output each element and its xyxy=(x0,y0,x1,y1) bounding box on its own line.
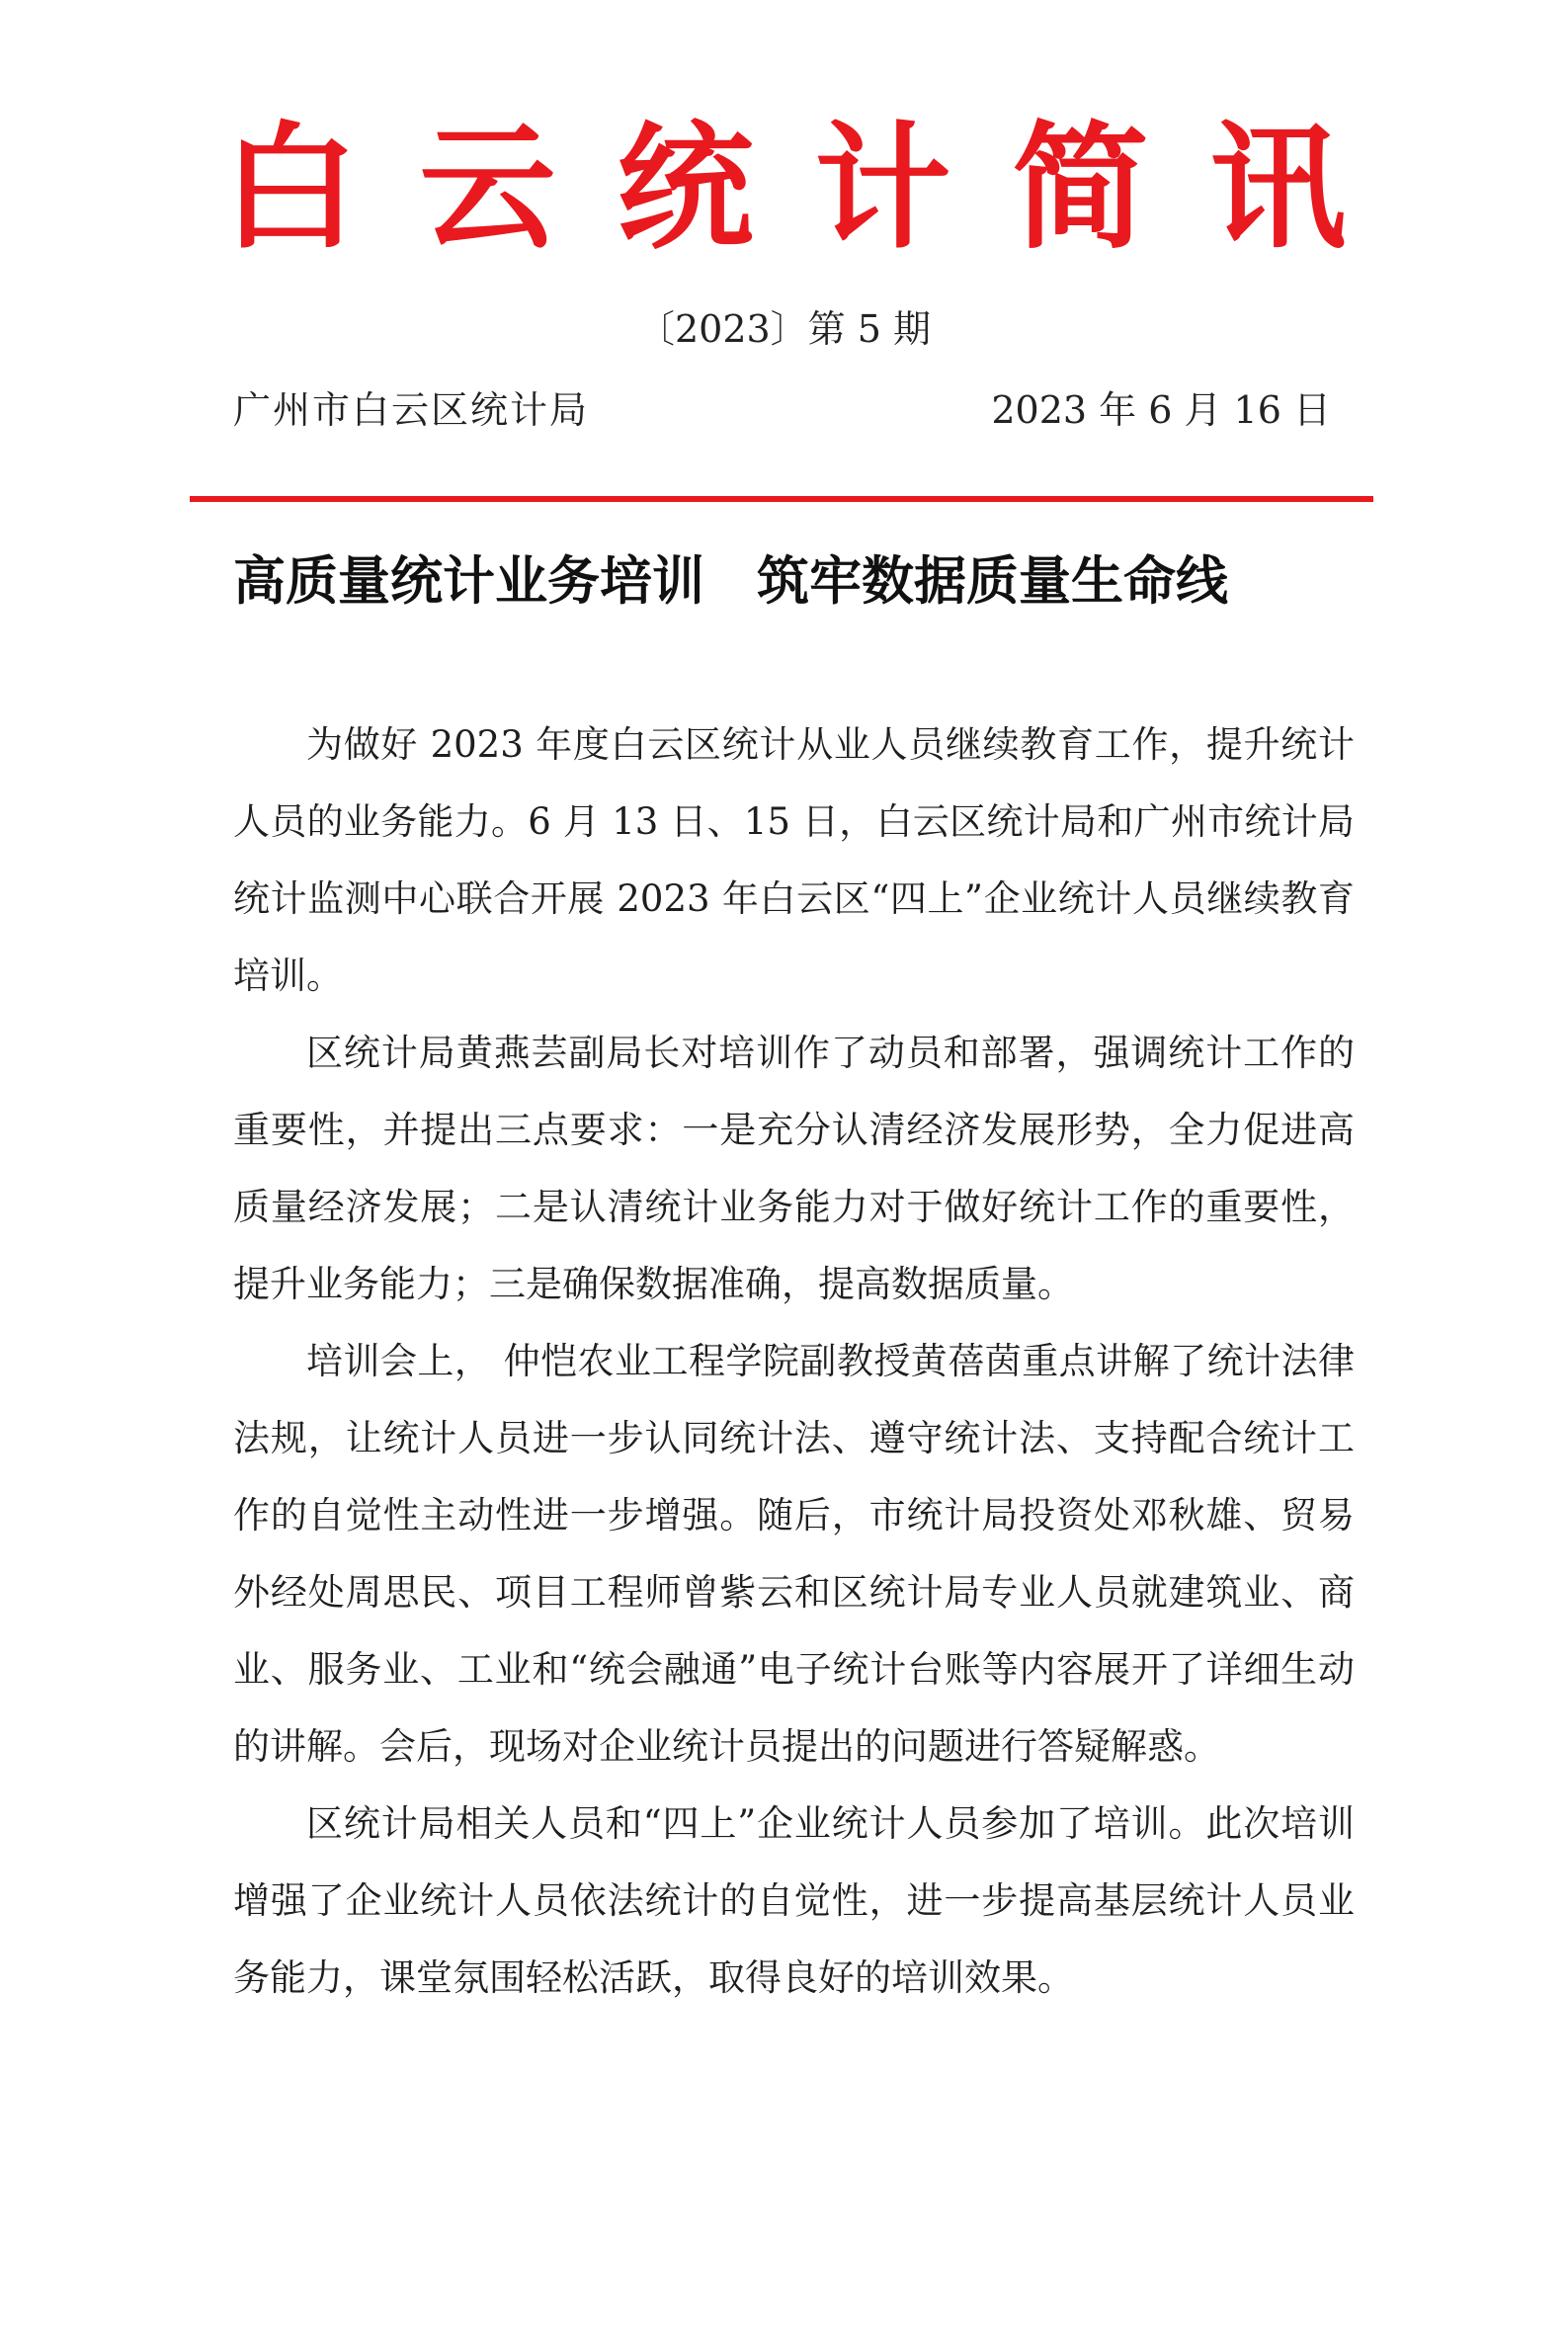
article-paragraph: 培训会上， 仲恺农业工程学院副教授黄蓓茵重点讲解了统计法律法规，让统计人员进一步认同统计法、遵守统计法、支持配合统计工作的自觉性主动性进一步增强。随后，市统计局投资处邓秋雄、贸易外经处周思民、项目工程师曾紫云和区统计局专业人员就建筑业、商业、服务业、工业和“统会融通”电子统计台账等内容展开了详细生动的讲解。会后，现场对企业统计员提出的问题进行答疑解惑。 xyxy=(233,1340,1355,1768)
red-divider xyxy=(190,496,1373,502)
article-paragraph: 区统计局相关人员和“四上”企业统计人员参加了培训。此次培训增强了企业统计人员依法统计的自觉性，进一步提高基层统计人员业务能力，课堂氛围轻松活跃，取得良好的培训效果。 xyxy=(233,1802,1355,1999)
article-body xyxy=(233,706,1355,2017)
masthead-title: 白云统计简讯 xyxy=(221,107,1408,268)
article-paragraph: 区统计局黄燕芸副局长对培训作了动员和部署，强调统计工作的重要性，并提出三点要求：一是充分认清经济发展形势，全力促进高质量经济发展；二是认清统计业务能力对于做好统计工作的重要性，提升业务能力；三是确保数据准确，提高数据质量。 xyxy=(233,1032,1355,1305)
publication-date: 2023 年 6 月 16 日 xyxy=(991,388,1331,432)
article-paragraph: 为做好 2023 年度白云区统计从业人员继续教育工作，提升统计人员的业务能力。6 月 13 日、15 日，白云区统计局和广州市统计局统计监测中心联合开展 2023 年白云区“四上”企业统计人员继续教育培训。 xyxy=(233,723,1355,997)
article-title: 高质量统计业务培训 筑牢数据质量生命线 xyxy=(233,550,1228,612)
publisher-name: 广州市白云区统计局 xyxy=(233,388,590,432)
issue-number: 〔2023〕第 5 期 xyxy=(636,307,932,351)
